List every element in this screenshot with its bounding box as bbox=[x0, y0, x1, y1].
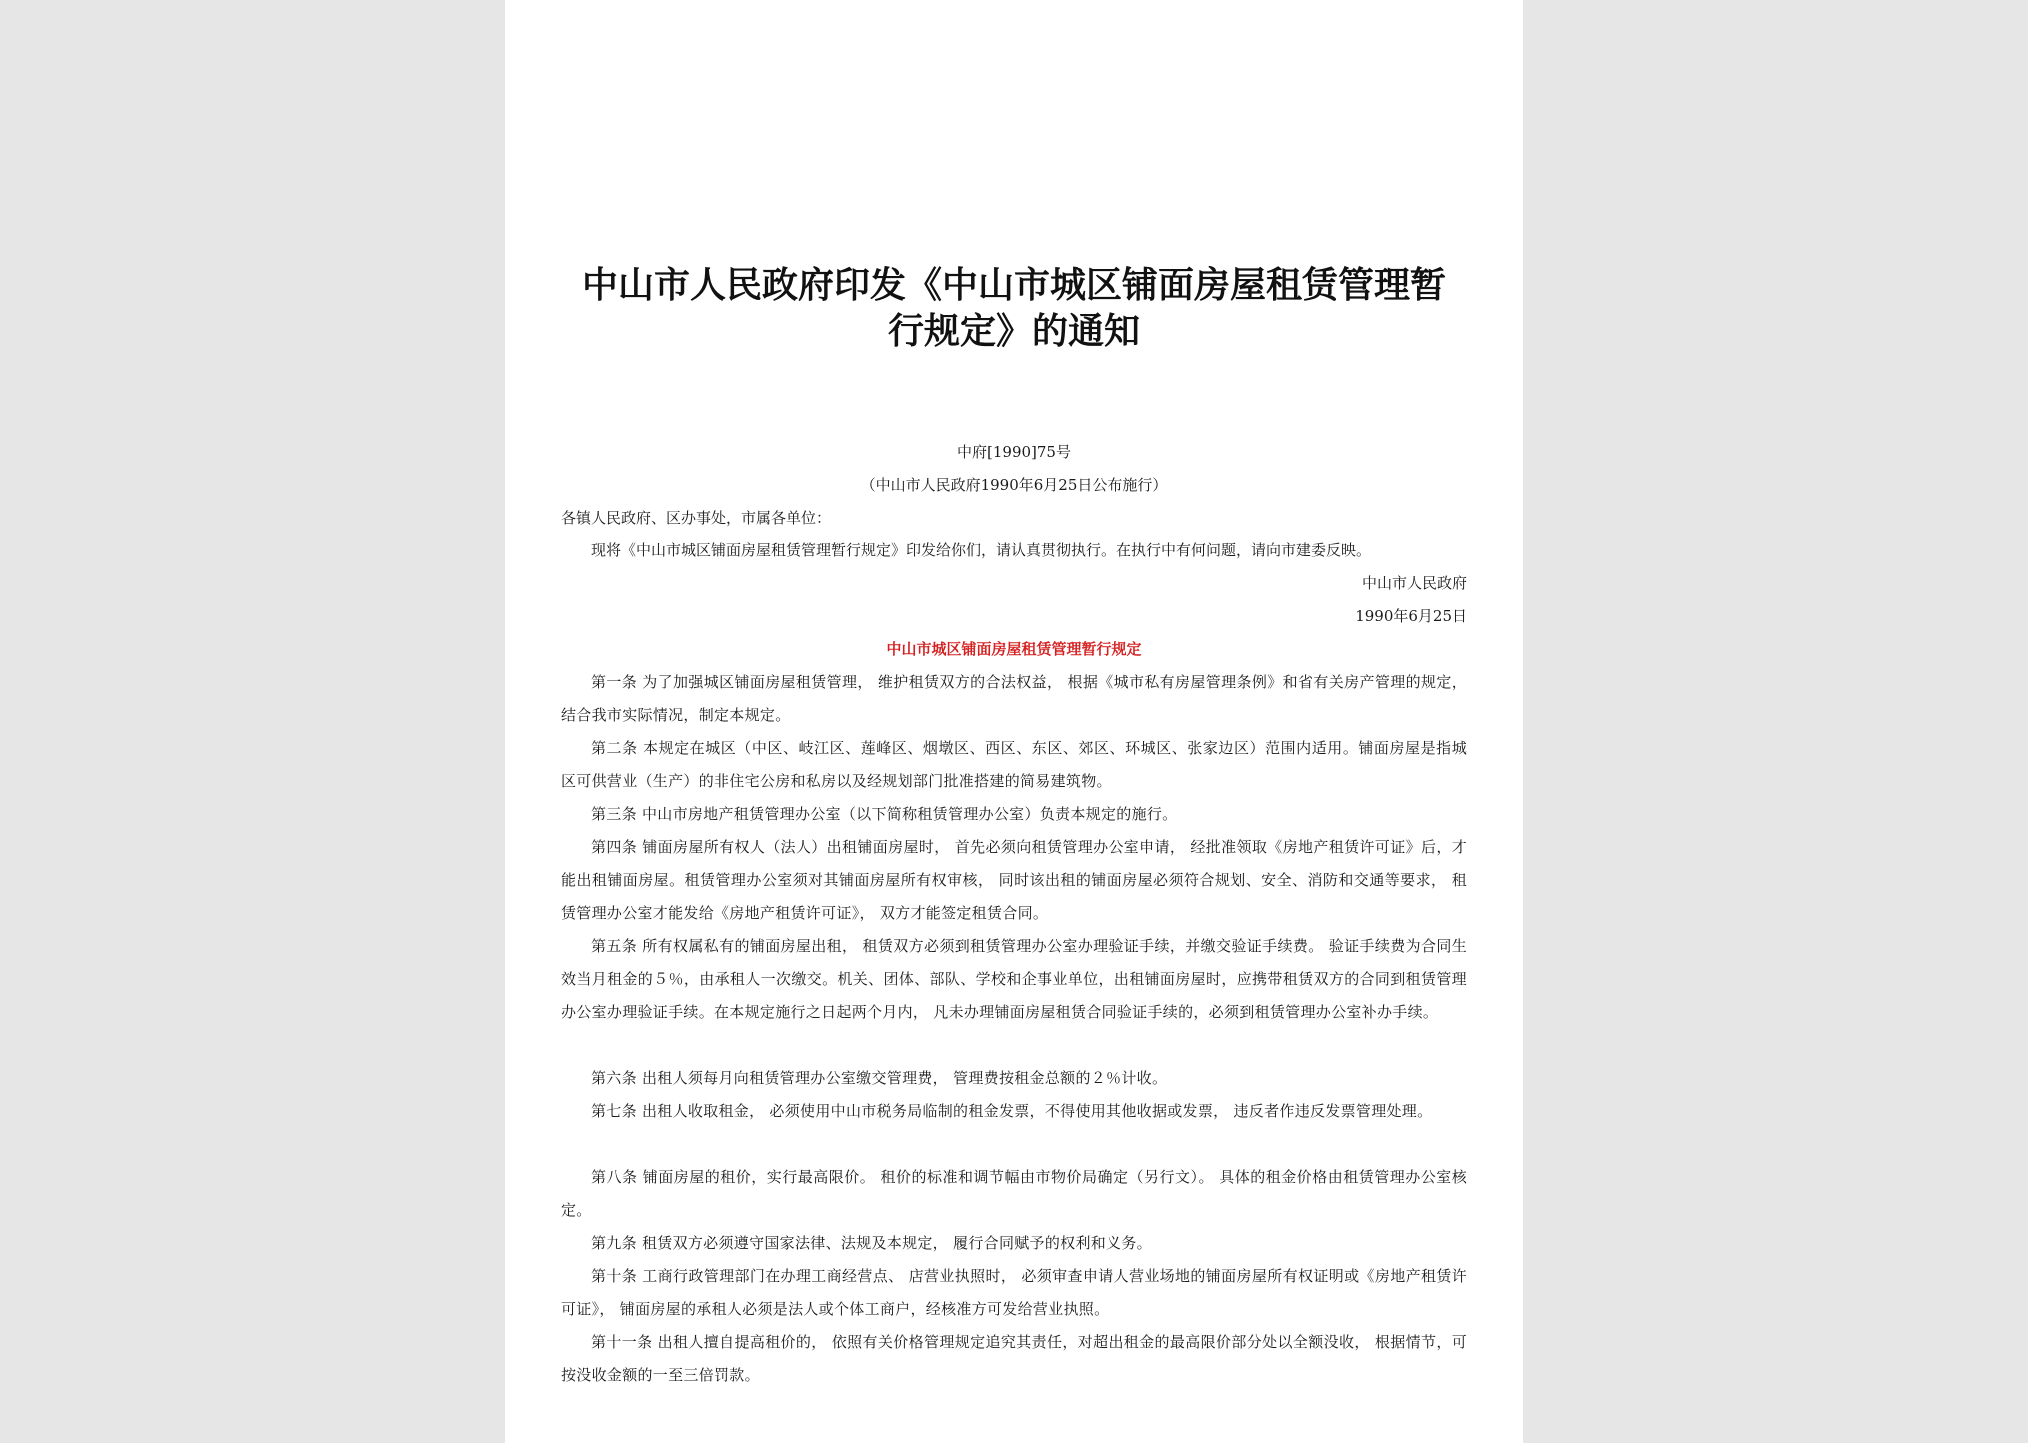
article-2: 第二条 本规定在城区（中区、岐江区、莲峰区、烟墩区、西区、东区、郊区、环城区、张家边区）范围内适用。铺面房屋是指城区可供营业（生产）的非住宅公房和私房以及经规划部门批准搭建的简易建筑物。 bbox=[561, 739, 1467, 790]
article-3: 第三条 中山市房地产租赁管理办公室（以下简称租赁管理办公室）负责本规定的施行。 bbox=[591, 805, 1178, 823]
article-7: 第七条 出租人收取租金， 必须使用中山市税务局临制的租金发票，不得使用其他收据或发票， 违反者作违反发票管理处理。 bbox=[591, 1102, 1433, 1120]
document-page bbox=[505, 0, 1523, 1443]
document-number: 中府[1990]75号 bbox=[957, 443, 1071, 461]
article-4: 第四条 铺面房屋所有权人（法人）出租铺面房屋时， 首先必须向租赁管理办公室申请， 经批准领取《房地产租赁许可证》后，才能出租铺面房屋。租赁管理办公室须对其铺面房屋所有权审核， 同时该出租的铺面房屋必须符合规划、安全、消防和交通等要求， 租赁管理办公室才能发给《房地产租赁许可证》， 双方才能签定租赁合同。 bbox=[561, 838, 1467, 922]
article-6: 第六条 出租人须每月向租赁管理办公室缴交管理费， 管理费按租金总额的２％计收。 bbox=[591, 1069, 1168, 1087]
article-9: 第九条 租赁双方必须遵守国家法律、法规及本规定， 履行合同赋予的权利和义务。 bbox=[591, 1234, 1152, 1252]
article-10: 第十条 工商行政管理部门在办理工商经营点、 店营业执照时， 必须审查申请人营业场地的铺面房屋所有权证明或《房地产租赁许可证》， 铺面房屋的承租人必须是法人或个体工商户，经核准方可发给营业执照。 bbox=[561, 1267, 1467, 1318]
regulation-title: 中山市城区铺面房屋租赁管理暂行规定 bbox=[886, 640, 1142, 658]
notice-body: 现将《中山市城区铺面房屋租赁管理暂行规定》印发给你们，请认真贯彻执行。在执行中有何问题，请向市建委反映。 bbox=[591, 541, 1372, 559]
publish-note: （中山市人民政府1990年6月25日公布施行） bbox=[860, 476, 1168, 494]
article-8: 第八条 铺面房屋的租价，实行最高限价。 租价的标准和调节幅由市物价局确定（另行文）。 具体的租金价格由租赁管理办公室核定。 bbox=[561, 1168, 1467, 1219]
document-title-line2: 行规定》的通知 bbox=[887, 311, 1140, 352]
addressee: 各镇人民政府、区办事处，市属各单位： bbox=[561, 509, 832, 527]
issue-date: 1990年6月25日 bbox=[1355, 607, 1467, 625]
issuer: 中山市人民政府 bbox=[1361, 574, 1467, 592]
document-title-line1: 中山市人民政府印发《中山市城区铺面房屋租赁管理暂 bbox=[581, 265, 1446, 306]
article-11: 第十一条 出租人擅自提高租价的， 依照有关价格管理规定追究其责任，对超出租金的最高限价部分处以全额没收， 根据情节，可按没收金额的一至三倍罚款。 bbox=[561, 1333, 1467, 1384]
article-5: 第五条 所有权属私有的铺面房屋出租， 租赁双方必须到租赁管理办公室办理验证手续，并缴交验证手续费。 验证手续费为合同生效当月租金的５％，由承租人一次缴交。机关、团体、部队、学校和企事业单位，出租铺面房屋时，应携带租赁双方的合同到租赁管理办公室办理验证手续。在本规定施行之日起两个月内， 凡未办理铺面房屋租赁合同验证手续的，必须到租赁管理办公室补办手续。 bbox=[561, 937, 1467, 1021]
article-1: 第一条 为了加强城区铺面房屋租赁管理， 维护租赁双方的合法权益， 根据《城市私有房屋管理条例》和省有关房产管理的规定，结合我市实际情况，制定本规定。 bbox=[561, 673, 1467, 724]
